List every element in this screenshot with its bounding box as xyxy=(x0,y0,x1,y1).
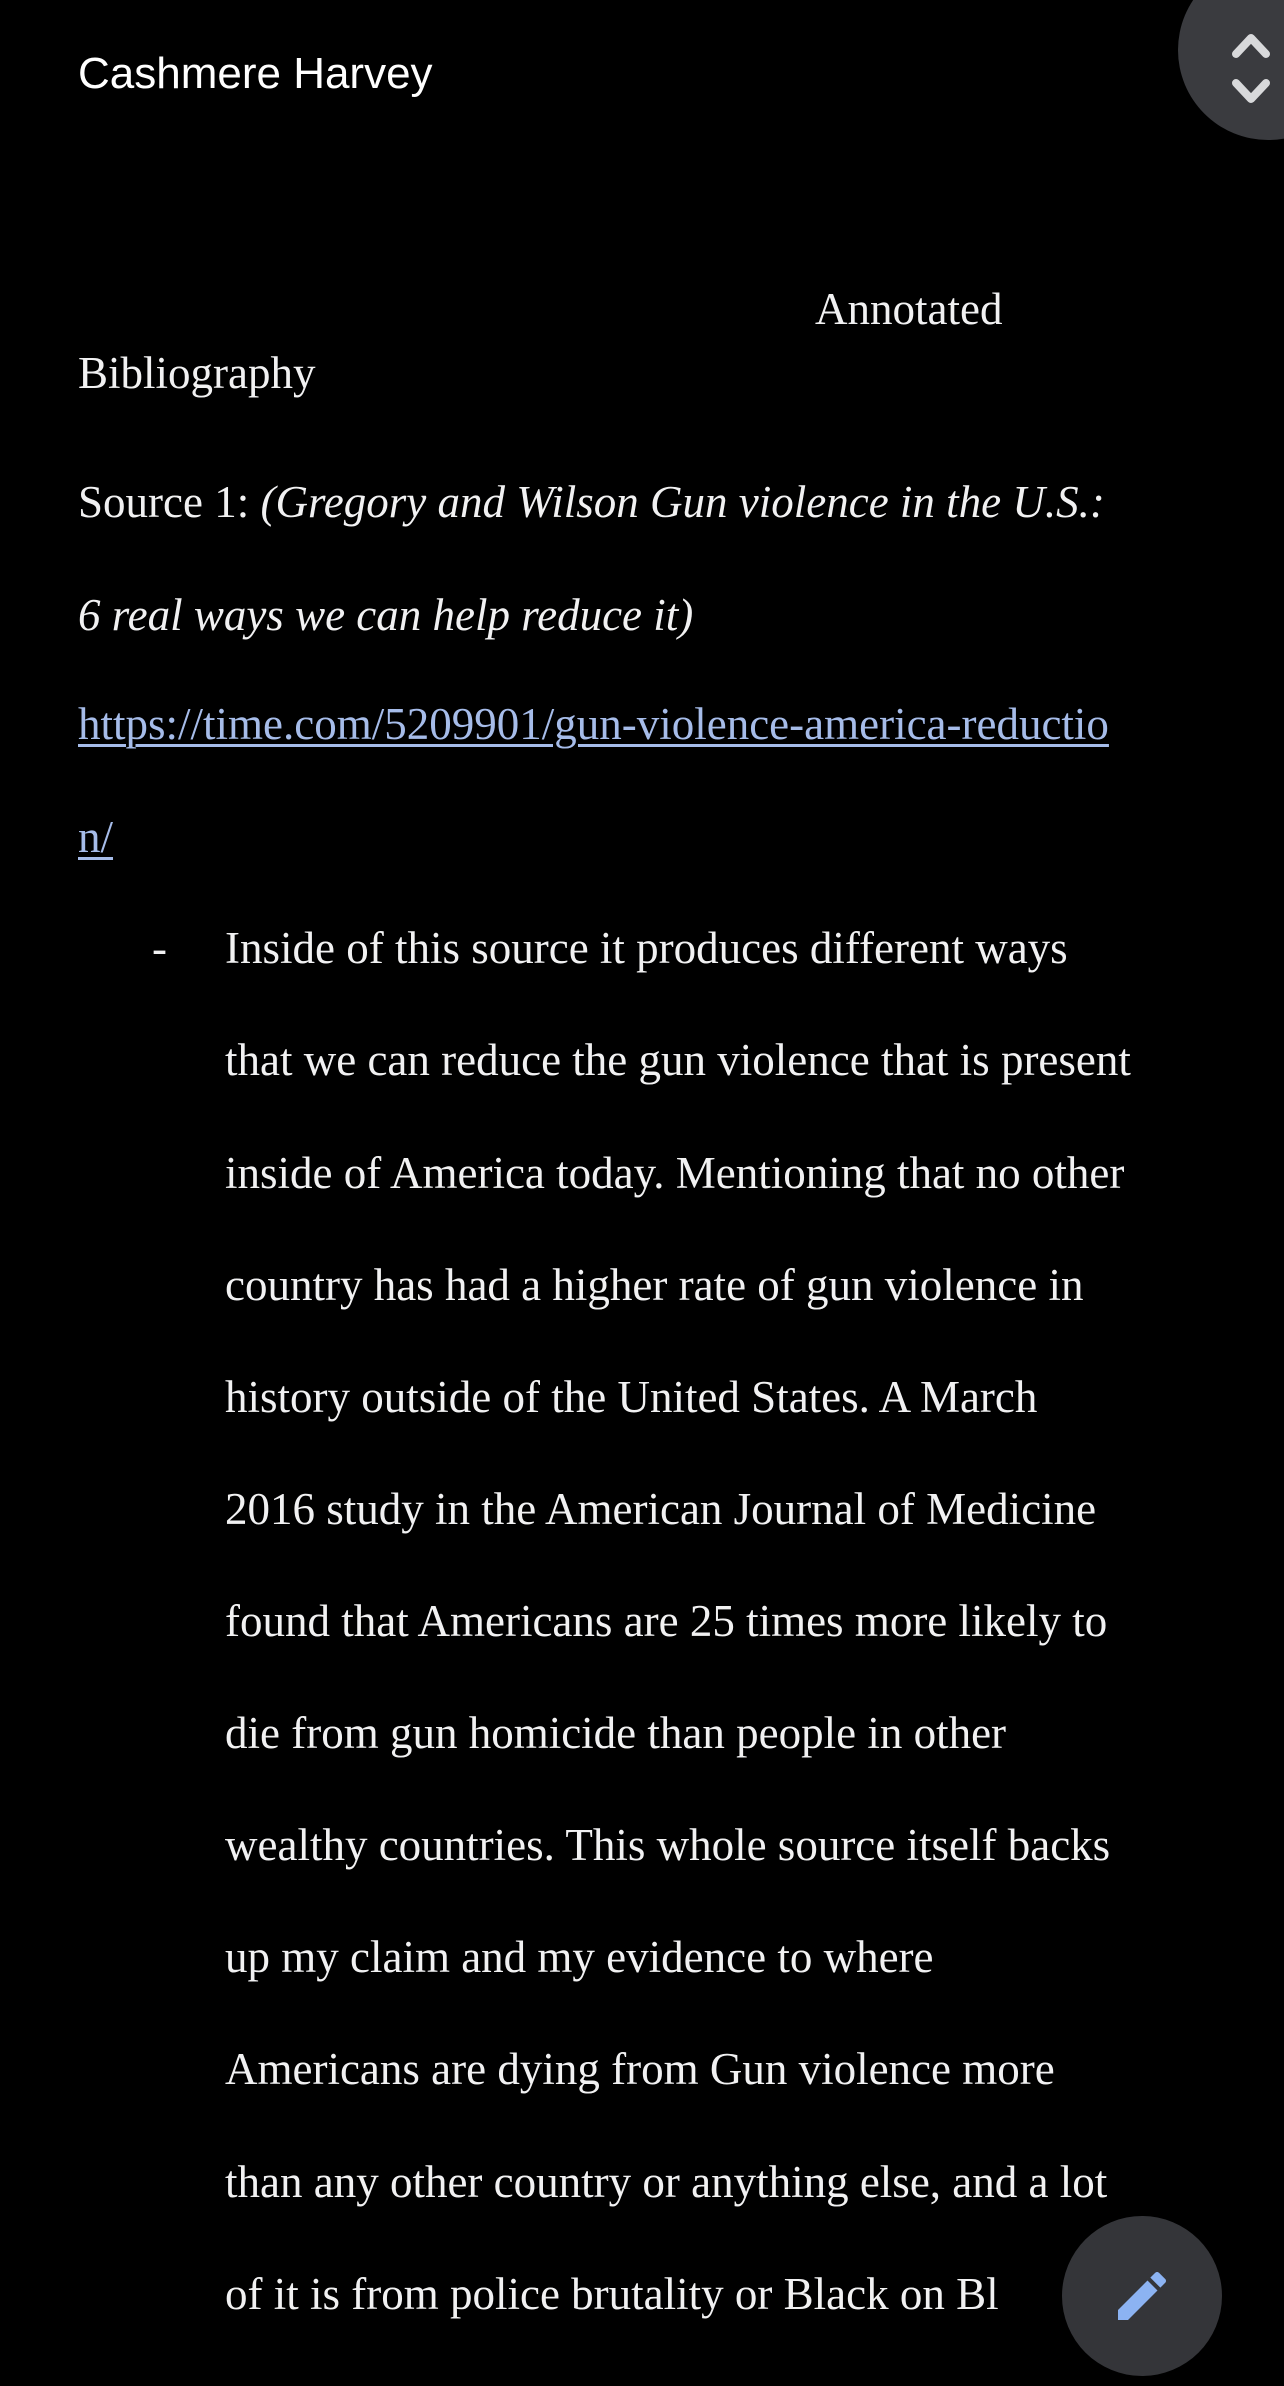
bullet-line: die from gun homicide than people in other xyxy=(225,1708,1007,1758)
bullet-line: than any other country or anything else, and a lot xyxy=(225,2157,1108,2207)
bullet-line: of it is from police brutality or Black on Bl xyxy=(225,2269,999,2319)
edit-fab-button[interactable] xyxy=(1062,2216,1222,2376)
doc-title-line-1: Annotated xyxy=(815,284,1003,334)
document-author-name: Cashmere Harvey xyxy=(78,49,433,98)
bullet-line: found that Americans are 25 times more likely to xyxy=(225,1596,1108,1646)
source-citation-line-1 xyxy=(78,477,1105,527)
bullet-line: wealthy countries. This whole source itself backs xyxy=(225,1820,1111,1870)
source-url-line-1 xyxy=(78,699,1109,749)
source-citation-title: (Gregory and Wilson Gun violence in the U.S.: xyxy=(260,477,1105,527)
bullet-line: 2016 study in the American Journal of Medicine xyxy=(225,1484,1097,1534)
bullet-line: that we can reduce the gun violence that is present xyxy=(225,1035,1131,1085)
source-label: Source 1: xyxy=(78,477,261,527)
bullet-line: inside of America today. Mentioning that no other xyxy=(225,1148,1125,1198)
source-url-link[interactable]: https://time.com/5209901/gun-violence-america-reductio xyxy=(78,699,1109,749)
doc-title-line-2: Bibliography xyxy=(78,348,316,398)
source-citation-line-2: 6 real ways we can help reduce it) xyxy=(78,590,694,640)
bullet-line: history outside of the United States. A March xyxy=(225,1372,1038,1422)
chevron-up-icon xyxy=(1231,32,1271,59)
bullet-line: country has had a higher rate of gun violence in xyxy=(225,1260,1084,1310)
bullet-line: Americans are dying from Gun violence more xyxy=(225,2044,1055,2094)
bullet-line: Inside of this source it produces different ways xyxy=(225,923,1068,973)
chevron-down-icon xyxy=(1231,78,1271,105)
bullet-marker: - xyxy=(152,923,167,973)
source-url-link-continued[interactable]: n/ xyxy=(78,812,114,862)
pencil-icon xyxy=(1110,2264,1174,2328)
scroll-chevrons xyxy=(1231,32,1271,105)
bullet-line: up my claim and my evidence to where xyxy=(225,1932,934,1982)
scroll-jump-button[interactable] xyxy=(1178,0,1284,140)
source-url-line-2 xyxy=(78,812,114,862)
